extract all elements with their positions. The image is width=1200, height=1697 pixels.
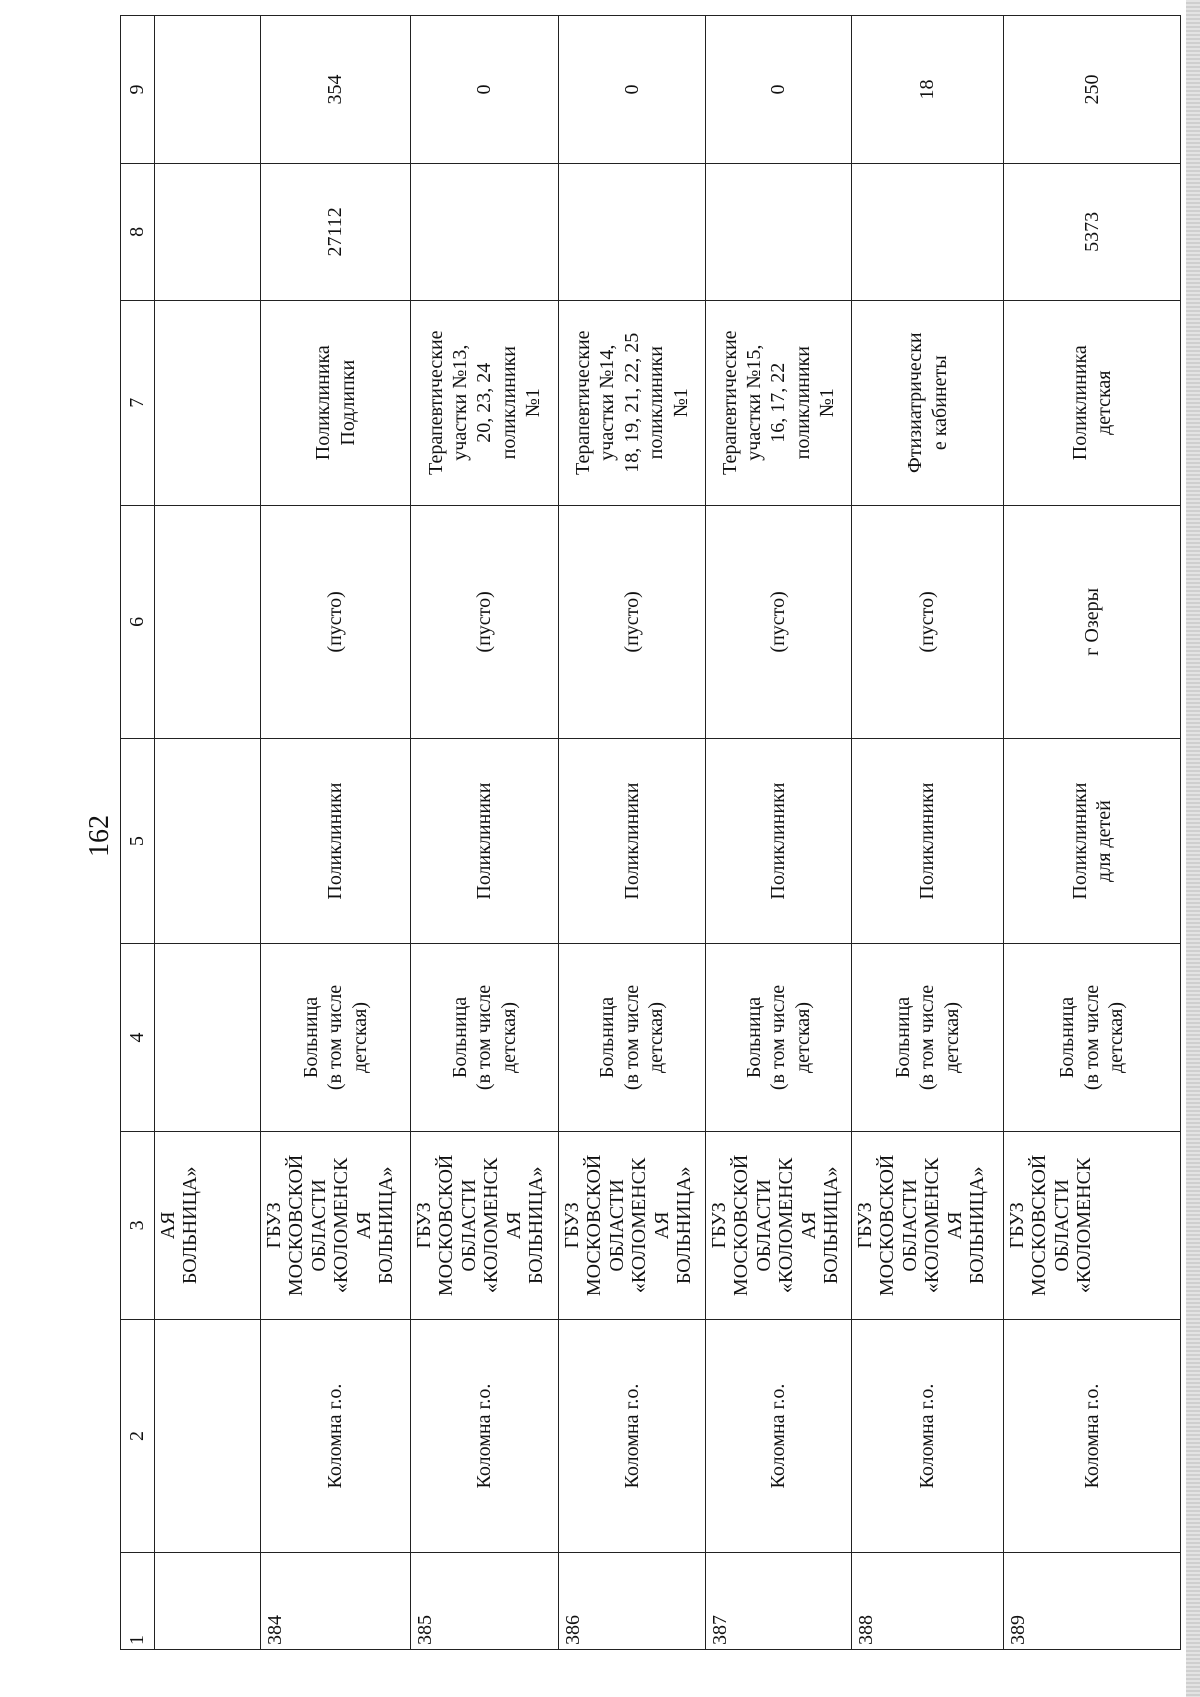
row-number: 388 [852, 1553, 1004, 1650]
municipality-cell: Коломна г.о. [852, 1319, 1004, 1552]
locality-cell: (пусто) [559, 505, 706, 738]
table-row [1004, 16, 1181, 1650]
locality-cell: (пусто) [261, 505, 411, 738]
row-number [155, 1553, 261, 1650]
organization-cell: ГБУЗ МОСКОВСКОЙ ОБЛАСТИ «КОЛОМЕНСК АЯ БОЛЬНИЦА» [852, 1131, 1004, 1319]
column-number-1: 1 [121, 1553, 155, 1650]
department-cell: Терапевтические участки №14, 18, 19, 21, 22, 25 поликлиники №1 [559, 300, 706, 505]
value-cell: 0 [559, 16, 706, 164]
locality-cell: (пусто) [411, 505, 559, 738]
department-cell [155, 300, 261, 505]
unit-type-cell [155, 739, 261, 944]
table-row [261, 16, 411, 1650]
scan-edge-artifact [1186, 0, 1200, 1697]
column-number-8: 8 [121, 164, 155, 301]
row-number: 387 [706, 1553, 852, 1650]
locality-cell: (пусто) [852, 505, 1004, 738]
row-number: 385 [411, 1553, 559, 1650]
department-cell: Терапевтические участки №13, 20, 23, 24 поликлиники №1 [411, 300, 559, 505]
value-cell: 250 [1004, 16, 1181, 164]
unit-type-cell: Поликлиники [706, 739, 852, 944]
table-row [852, 16, 1004, 1650]
population-cell: 5373 [1004, 164, 1181, 301]
organization-cell: ГБУЗ МОСКОВСКОЙ ОБЛАСТИ «КОЛОМЕНСК АЯ БОЛЬНИЦА» [559, 1131, 706, 1319]
department-cell: Поликлиника детская [1004, 300, 1181, 505]
municipality-cell: Коломна г.о. [706, 1319, 852, 1552]
unit-type-cell: Поликлиники [261, 739, 411, 944]
row-number: 389 [1004, 1553, 1181, 1650]
rotated-document [120, 15, 1180, 1650]
unit-type-cell: Поликлиники [411, 739, 559, 944]
population-cell [411, 164, 559, 301]
department-cell: Фтизиатрически е кабинеты [852, 300, 1004, 505]
organization-cell: АЯ БОЛЬНИЦА» [155, 1131, 261, 1319]
facility-type-cell: Больница (в том числе детская) [559, 944, 706, 1132]
population-cell [559, 164, 706, 301]
population-cell [706, 164, 852, 301]
organization-cell: ГБУЗ МОСКОВСКОЙ ОБЛАСТИ «КОЛОМЕНСК АЯ БОЛЬНИЦА» [411, 1131, 559, 1319]
table-row [155, 16, 261, 1650]
header-row [121, 16, 155, 1650]
locality-cell: г Озеры [1004, 505, 1181, 738]
table-row [706, 16, 852, 1650]
column-number-5: 5 [121, 739, 155, 944]
organization-cell: ГБУЗ МОСКОВСКОЙ ОБЛАСТИ «КОЛОМЕНСК АЯ БОЛЬНИЦА» [706, 1131, 852, 1319]
value-cell [155, 16, 261, 164]
row-number: 384 [261, 1553, 411, 1650]
page-number: 162 [84, 815, 115, 857]
municipality-cell: Коломна г.о. [559, 1319, 706, 1552]
population-cell [155, 164, 261, 301]
facility-type-cell: Больница (в том числе детская) [1004, 944, 1181, 1132]
municipality-cell: Коломна г.о. [1004, 1319, 1181, 1552]
population-cell: 27112 [261, 164, 411, 301]
column-number-6: 6 [121, 505, 155, 738]
organization-cell: ГБУЗ МОСКОВСКОЙ ОБЛАСТИ «КОЛОМЕНСК АЯ БОЛЬНИЦА» [261, 1131, 411, 1319]
municipality-cell [155, 1319, 261, 1552]
value-cell: 0 [411, 16, 559, 164]
row-number: 386 [559, 1553, 706, 1650]
population-cell [852, 164, 1004, 301]
municipality-cell: Коломна г.о. [261, 1319, 411, 1552]
facility-type-cell: Больница (в том числе детская) [706, 944, 852, 1132]
facility-type-cell: Больница (в том числе детская) [411, 944, 559, 1132]
value-cell: 18 [852, 16, 1004, 164]
department-cell: Поликлиника Подлипки [261, 300, 411, 505]
value-cell: 354 [261, 16, 411, 164]
column-number-3: 3 [121, 1131, 155, 1319]
table-row [559, 16, 706, 1650]
locality-cell [155, 505, 261, 738]
department-cell: Терапевтические участки №15, 16, 17, 22 поликлиники №1 [706, 300, 852, 505]
column-number-4: 4 [121, 944, 155, 1132]
column-number-9: 9 [121, 16, 155, 164]
column-number-2: 2 [121, 1319, 155, 1552]
registry-table [120, 15, 1181, 1650]
table-row [411, 16, 559, 1650]
facility-type-cell: Больница (в том числе детская) [261, 944, 411, 1132]
column-number-7: 7 [121, 300, 155, 505]
facility-type-cell [155, 944, 261, 1132]
unit-type-cell: Поликлиники [559, 739, 706, 944]
unit-type-cell: Поликлиники [852, 739, 1004, 944]
value-cell: 0 [706, 16, 852, 164]
municipality-cell: Коломна г.о. [411, 1319, 559, 1552]
facility-type-cell: Больница (в том числе детская) [852, 944, 1004, 1132]
unit-type-cell: Поликлиники для детей [1004, 739, 1181, 944]
organization-cell: ГБУЗ МОСКОВСКОЙ ОБЛАСТИ «КОЛОМЕНСК [1004, 1131, 1181, 1319]
locality-cell: (пусто) [706, 505, 852, 738]
